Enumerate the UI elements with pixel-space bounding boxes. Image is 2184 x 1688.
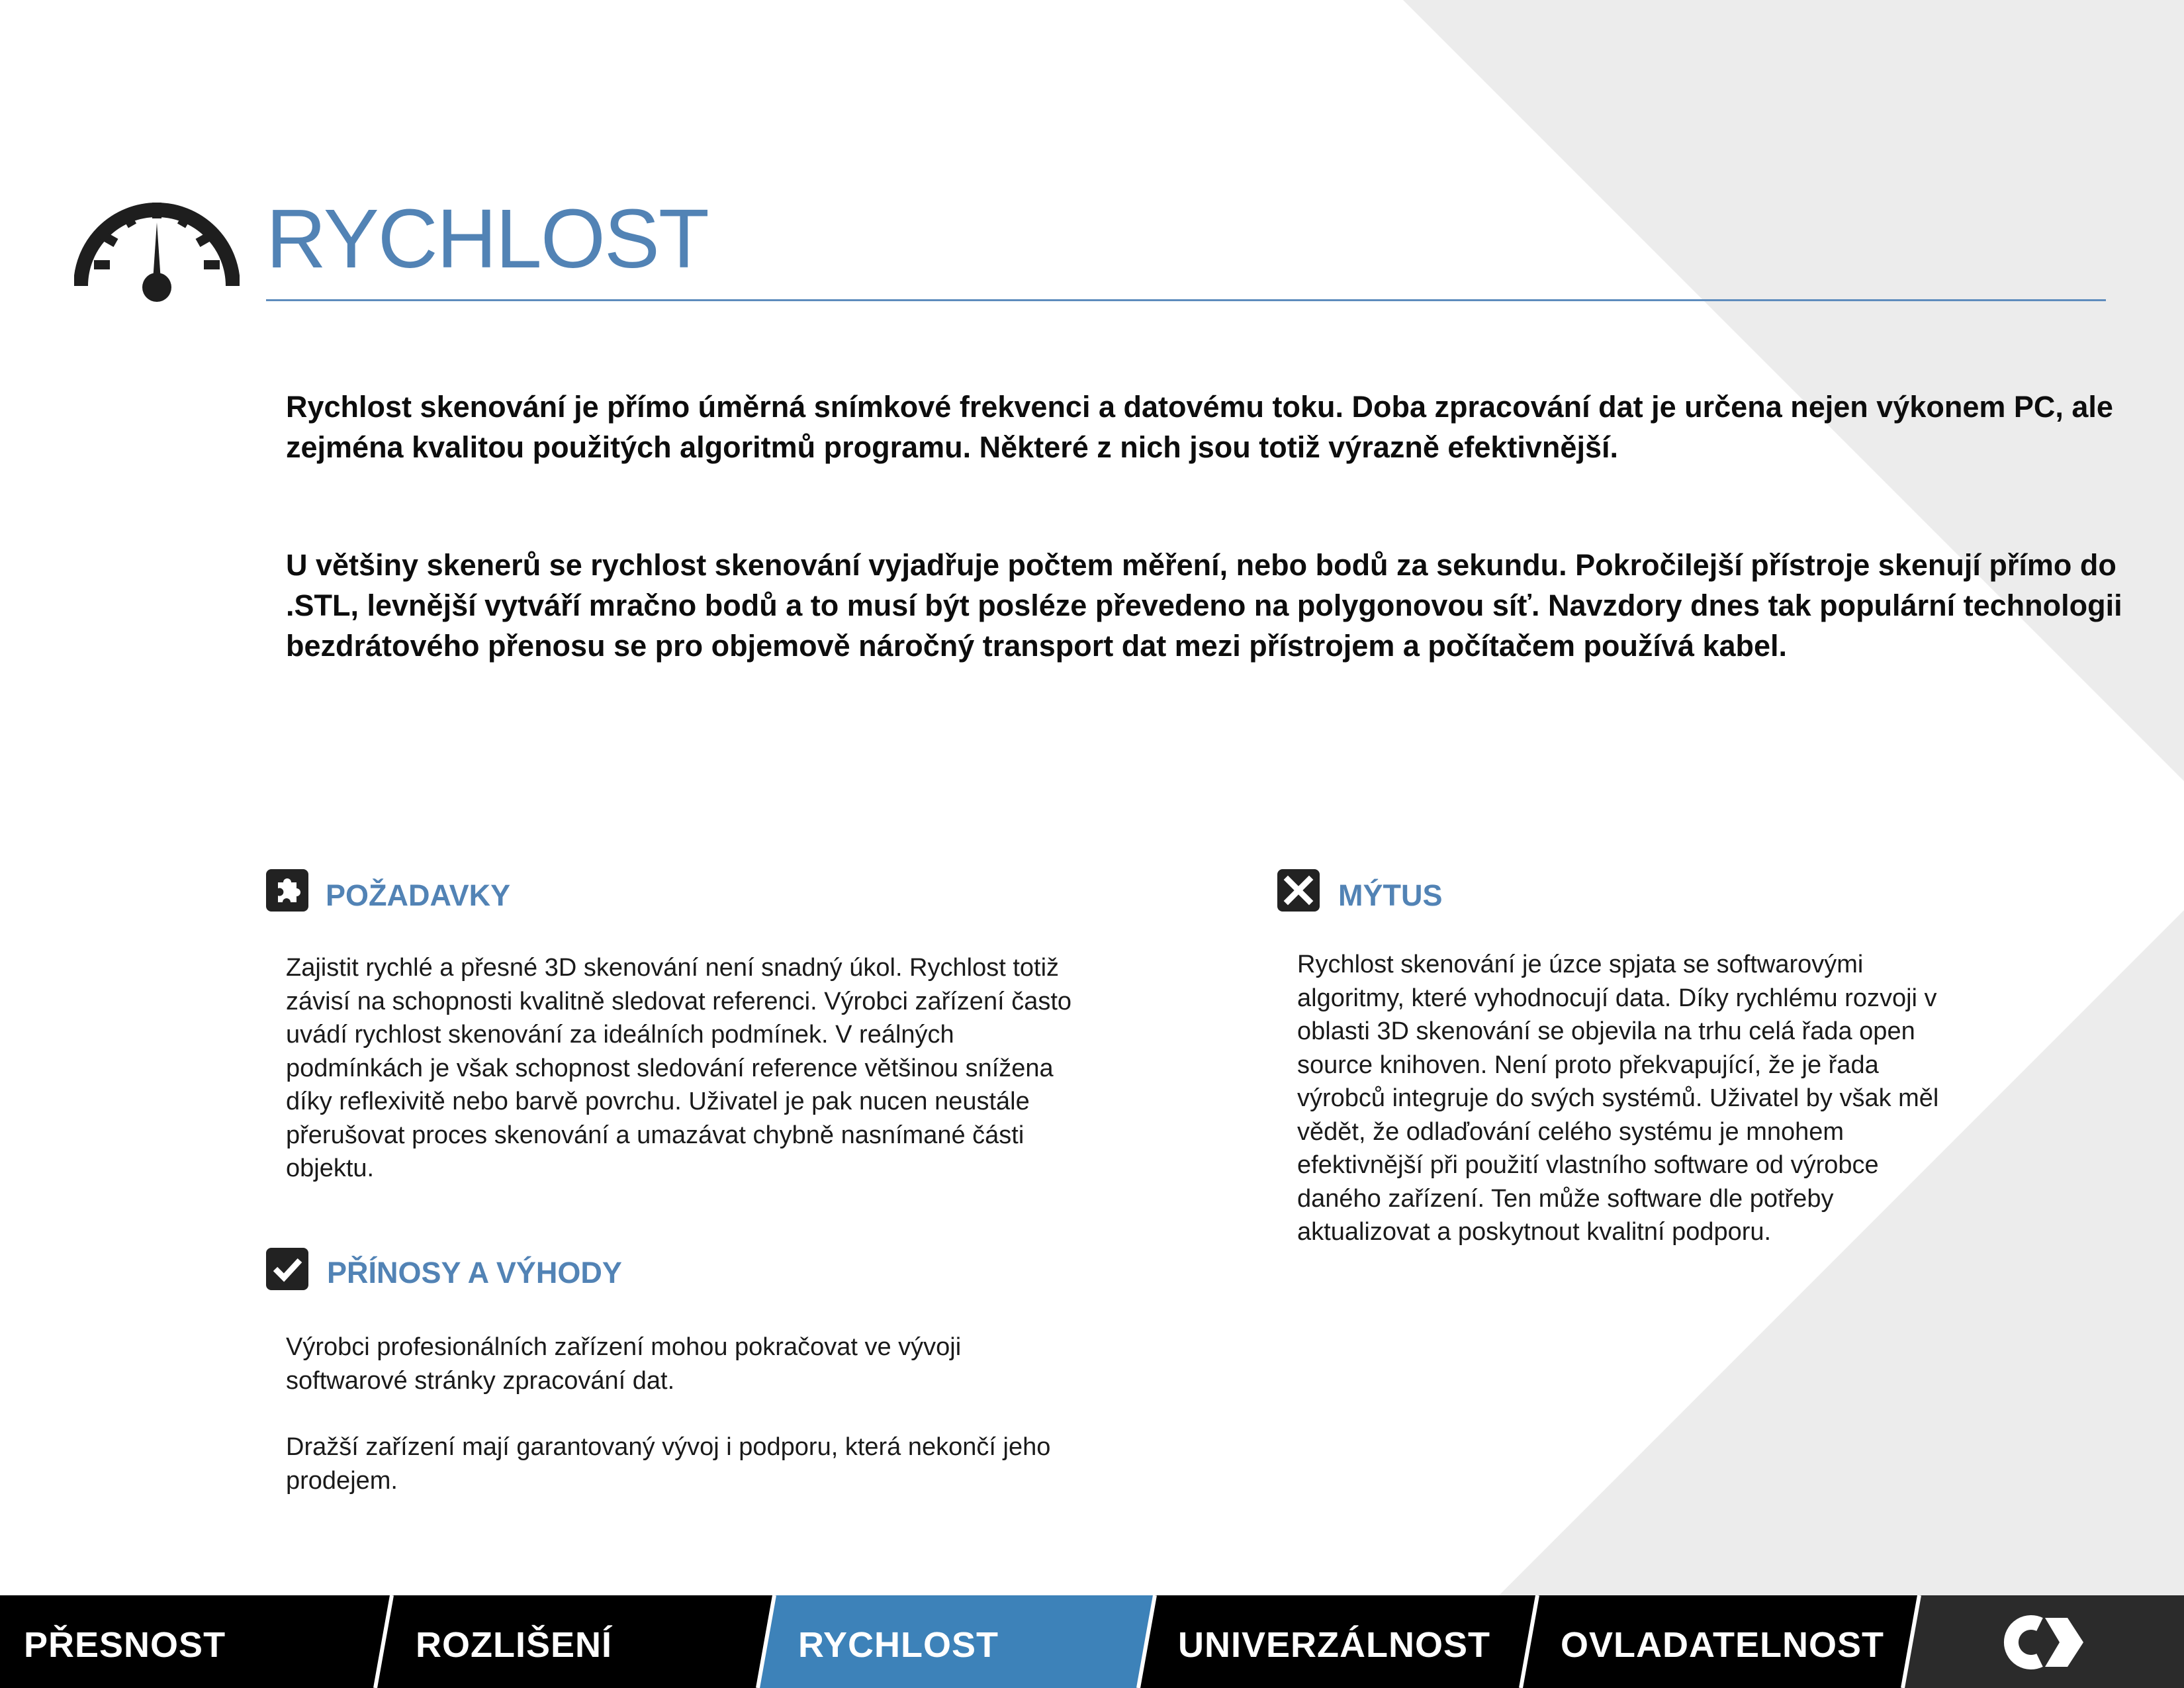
myth-paragraph: Rychlost skenování je úzce spjata se softwarovými algoritmy, které vyhodnocují data. Díky rychlému rozvoji v oblasti 3D skenování se objevila na trhu celá řada open source knihoven. Není proto překvapující, že je řada výrobců integruje do svých systémů. Uživatel by však měl vědět, že odlaďování celého systému je mnohem efektivnější při použití vlastního software od výrobce daného zařízení. Ten může software dle potřeby aktualizovat a poskytnout kvalitní podporu. (1297, 951, 1939, 1246)
company-logo-icon[interactable] (1993, 1613, 2086, 1672)
nav-item-ovladatelnost[interactable]: OVLADATELNOST (1561, 1625, 1884, 1665)
benefits-paragraph-1: Výrobci profesionálních zařízení mohou pokračovat ve vývoji softwarové stránky zpracování dat. (286, 1333, 962, 1395)
benefits-paragraph-2: Dražší zařízení mají garantovaný vývoj i podporu, která nekončí jeho prodejem. (286, 1433, 1051, 1495)
requirements-paragraph: Zajistit rychlé a přesné 3D skenování není snadný úkol. Rychlost totiž závisí na schopnosti kvalitně sledovat referenci. Výrobci zařízení často uvádí rychlost skenování za ideálních podmínek. V reálných podmínkách je však schopnost sledování reference většinou snížena díky reflexivitě nebo barvě povrchu. Uživatel je pak nucen neustále přerušovat proces skenování a umazávat chybně nasnímané části objektu. (286, 954, 1072, 1182)
intro-paragraph-1: Rychlost skenování je přímo úměrná snímkové frekvenci a datovému toku. Doba zpracování dat je určena nejen výkonem PC, ale zejména kvalitou použitých algoritmů programu. Některé z nich jsou totiž výrazně efektivnější. (286, 390, 2113, 464)
myth-title: MÝTUS (1338, 878, 1443, 912)
myth-text (1297, 948, 1946, 1249)
benefits-text (286, 1331, 1087, 1497)
benefits-title: PŘÍNOSY A VÝHODY (327, 1256, 622, 1289)
title-divider (266, 299, 2106, 301)
x-box-icon (1277, 869, 1320, 912)
nav-item-rychlost[interactable]: RYCHLOST (798, 1625, 999, 1665)
requirements-text (286, 951, 1087, 1186)
checkbox-check-icon (266, 1248, 308, 1290)
nav-item-rozliseni[interactable]: ROZLIŠENÍ (416, 1625, 613, 1665)
intro-paragraph-2: U většiny skenerů se rychlost skenování vyjadřuje počtem měření, nebo bodů za sekundu. Pokročilejší přístroje skenují přímo do .STL, levnější vytváří mračno bodů a to musí být posléze převedeno na polygonovou síť. Navzdory dnes tak populární technologii bezdrátového přenosu se pro objemově náročný transport dat mezi přístrojem a počítačem používá kabel. (286, 548, 2122, 663)
nav-item-univerzalnost[interactable]: UNIVERZÁLNOST (1178, 1625, 1490, 1665)
nav-item-presnost[interactable]: PŘESNOST (24, 1625, 226, 1665)
speedometer-icon (74, 173, 240, 306)
puzzle-icon (266, 869, 308, 912)
requirements-title: POŽADAVKY (326, 878, 511, 912)
page-title: RYCHLOST (266, 192, 708, 285)
